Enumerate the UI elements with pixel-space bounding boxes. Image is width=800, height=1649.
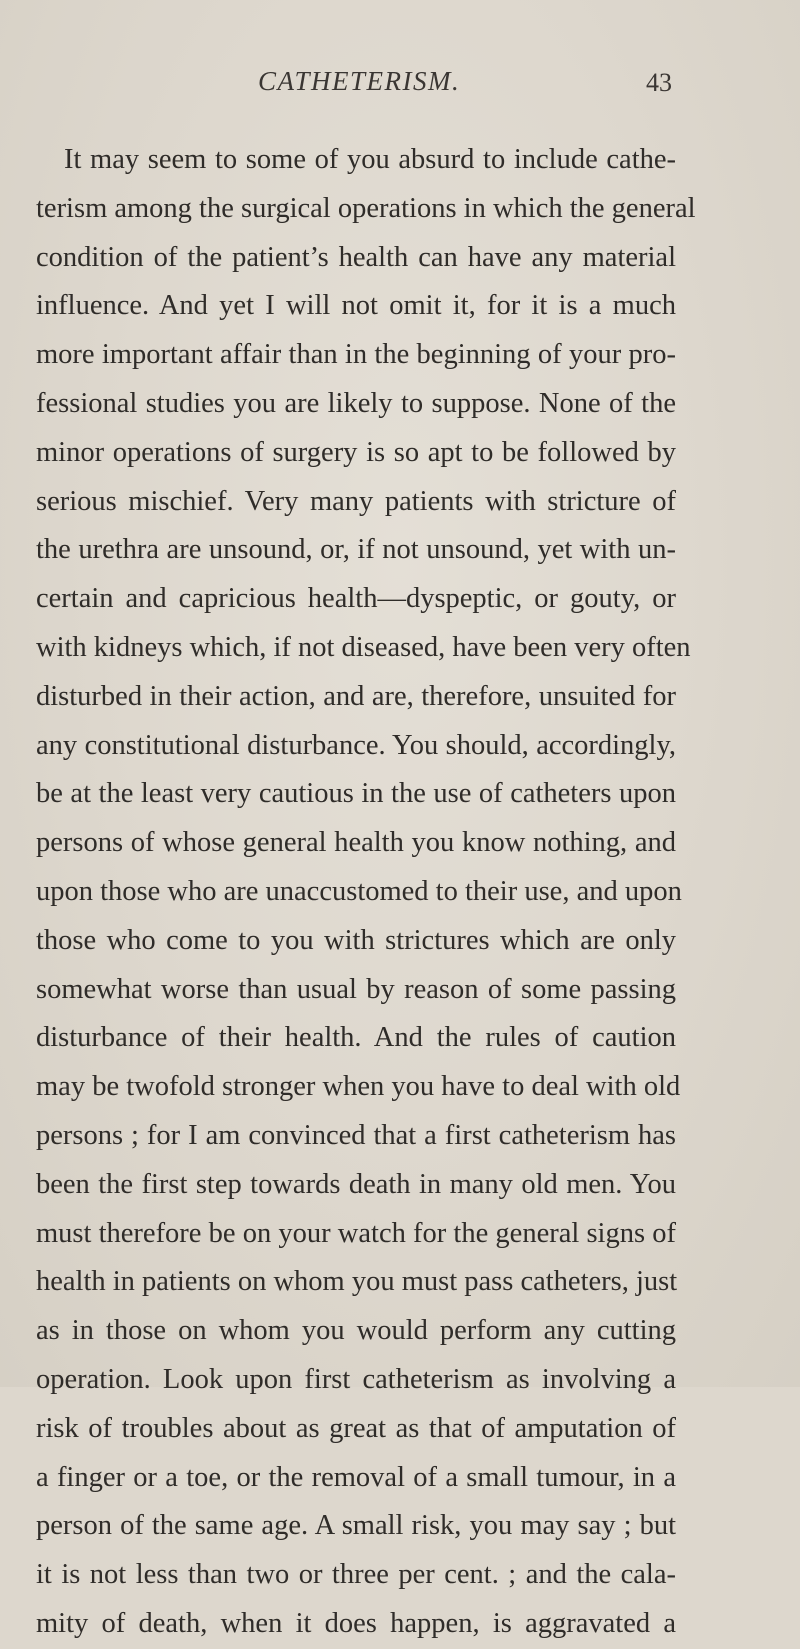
text-line: as in those on whom you would perform any cutting <box>36 1315 676 1347</box>
text-line: a finger or a toe, or the removal of a small tumour, in a <box>36 1461 676 1493</box>
text-line: disturbance of their health. And the rules of caution <box>36 1022 676 1054</box>
text-line: more important affair than in the beginning of your pro- <box>36 339 676 371</box>
text-line: fessional studies you are likely to suppose. None of the <box>36 387 676 419</box>
text-line: may be twofold stronger when you have to deal with old <box>36 1071 681 1103</box>
running-head: CATHETERISM. <box>258 66 461 96</box>
text-line: terism among the surgical operations in which the general <box>36 192 696 224</box>
text-line: health in patients on whom you must pass catheters, just <box>36 1266 678 1298</box>
text-line: influence. And yet I will not omit it, for it is a much <box>36 290 676 322</box>
text-line: any constitutional disturbance. You should, accordingly, <box>36 729 676 761</box>
text-line: been the first step towards death in many old men. You <box>36 1168 676 1200</box>
text-line: be at the least very cautious in the use of catheters upon <box>36 778 676 810</box>
text-line: the urethra are unsound, or, if not unsound, yet with un- <box>36 534 676 566</box>
text-line: disturbed in their action, and are, therefore, unsuited for <box>36 680 676 712</box>
text-line: those who come to you with strictures which are only <box>36 924 676 956</box>
text-line: person of the same age. A small risk, you may say ; but <box>36 1510 676 1542</box>
text-line: It may seem to some of you absurd to include cathe- <box>64 144 676 175</box>
text-line: it is not less than two or three per cent. ; and the cala- <box>36 1559 676 1591</box>
text-line: with kidneys which, if not diseased, have been very often <box>36 631 691 663</box>
text-line: serious mischief. Very many patients with stricture of <box>36 485 676 517</box>
text-line: persons ; for I am convinced that a first catheterism has <box>36 1119 676 1151</box>
text-line: mity of death, when it does happen, is aggravated a <box>36 1607 676 1639</box>
text-line: must therefore be on your watch for the general signs of <box>36 1217 676 1249</box>
text-line: condition of the patient’s health can have any material <box>36 241 676 273</box>
text-line: risk of troubles about as great as that of amputation of <box>36 1412 676 1444</box>
text-line: upon those who are unaccustomed to their use, and upon <box>36 875 682 907</box>
text-line: operation. Look upon first catheterism as involving a <box>36 1363 676 1395</box>
text-line: minor operations of surgery is so apt to be followed by <box>36 436 676 468</box>
text-line: certain and capricious health—dyspeptic, or gouty, or <box>36 583 676 615</box>
text-line: somewhat worse than usual by reason of some passing <box>36 973 676 1005</box>
body-text <box>36 136 696 1649</box>
text-line: persons of whose general health you know nothing, and <box>36 827 676 859</box>
page-number: 43 <box>646 68 672 97</box>
